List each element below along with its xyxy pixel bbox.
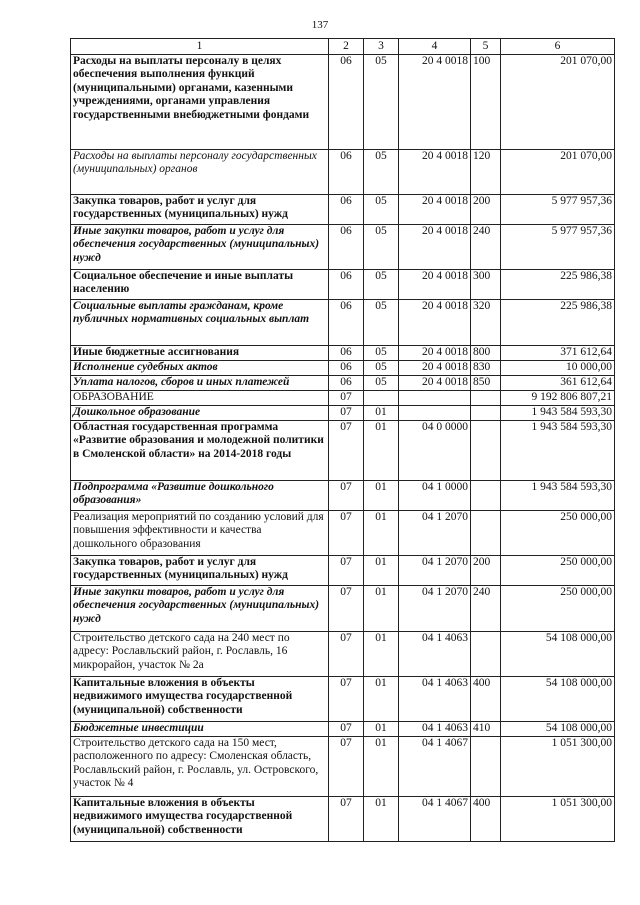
page-number: 137 bbox=[311, 19, 329, 31]
target-article-cell: 20 4 0018 bbox=[399, 270, 471, 300]
subsection-code-cell: 01 bbox=[364, 722, 399, 737]
expense-type-cell bbox=[471, 391, 501, 406]
target-article-cell: 20 4 0018 bbox=[399, 195, 471, 225]
subsection-code-cell: 01 bbox=[364, 677, 399, 722]
amount-cell: 1 051 300,00 bbox=[501, 797, 615, 842]
section-code-cell: 06 bbox=[329, 346, 364, 361]
subsection-code-cell: 01 bbox=[364, 737, 399, 797]
amount-cell: 250 000,00 bbox=[501, 586, 615, 632]
expense-type-cell bbox=[471, 737, 501, 797]
row-name-cell: Областная государственная программа «Развитие образования и молодежной политики в Смоленской области» на 2014-2018 годы bbox=[71, 421, 329, 481]
subsection-code-cell: 05 bbox=[364, 270, 399, 300]
amount-cell: 1 943 584 593,30 bbox=[501, 421, 615, 481]
section-code-cell: 07 bbox=[329, 406, 364, 421]
row-name-cell: Бюджетные инвестиции bbox=[71, 722, 329, 737]
row-name-cell: Расходы на выплаты персоналу государственных (муниципальных) органов bbox=[71, 150, 329, 195]
subsection-code-cell: 01 bbox=[364, 406, 399, 421]
amount-cell: 1 051 300,00 bbox=[501, 737, 615, 797]
expense-type-cell bbox=[471, 511, 501, 556]
expense-type-cell: 200 bbox=[471, 195, 501, 225]
target-article-cell: 20 4 0018 bbox=[399, 150, 471, 195]
expense-type-cell bbox=[471, 421, 501, 481]
table-row bbox=[71, 586, 615, 632]
section-code-cell: 06 bbox=[329, 270, 364, 300]
expense-type-cell: 400 bbox=[471, 677, 501, 722]
row-name-cell: Социальные выплаты гражданам, кроме публичных нормативных социальных выплат bbox=[71, 300, 329, 346]
amount-cell: 250 000,00 bbox=[501, 511, 615, 556]
expense-type-cell: 320 bbox=[471, 300, 501, 346]
expense-type-cell: 240 bbox=[471, 586, 501, 632]
amount-cell: 9 192 806 807,21 bbox=[501, 391, 615, 406]
expense-type-cell bbox=[471, 632, 501, 677]
table-row bbox=[71, 722, 615, 737]
table-row bbox=[71, 481, 615, 511]
amount-cell: 1 943 584 593,30 bbox=[501, 481, 615, 511]
section-code-cell: 06 bbox=[329, 55, 364, 150]
section-code-cell: 07 bbox=[329, 737, 364, 797]
table-row bbox=[71, 737, 615, 797]
amount-cell: 201 070,00 bbox=[501, 150, 615, 195]
subsection-code-cell bbox=[364, 391, 399, 406]
section-code-cell: 06 bbox=[329, 195, 364, 225]
table-row bbox=[71, 421, 615, 481]
table-row bbox=[71, 270, 615, 300]
budget-table bbox=[70, 38, 615, 842]
header-cell: 3 bbox=[364, 39, 399, 55]
target-article-cell: 20 4 0018 bbox=[399, 376, 471, 391]
header-cell: 5 bbox=[471, 39, 501, 55]
amount-cell: 5 977 957,36 bbox=[501, 225, 615, 270]
row-name-cell: Расходы на выплаты персоналу в целях обеспечения выполнения функций (муниципальными) органами, казенными учреждениями, органами управления государственными внебюджетными фондами bbox=[71, 55, 329, 150]
subsection-code-cell: 01 bbox=[364, 511, 399, 556]
section-code-cell: 06 bbox=[329, 361, 364, 376]
target-article-cell: 04 1 2070 bbox=[399, 511, 471, 556]
table-row bbox=[71, 391, 615, 406]
target-article-cell bbox=[399, 406, 471, 421]
expense-type-cell: 400 bbox=[471, 797, 501, 842]
subsection-code-cell: 05 bbox=[364, 300, 399, 346]
section-code-cell: 06 bbox=[329, 300, 364, 346]
row-name-cell: Уплата налогов, сборов и иных платежей bbox=[71, 376, 329, 391]
row-name-cell: Иные закупки товаров, работ и услуг для обеспечения государственных (муниципальных) нужд bbox=[71, 586, 329, 632]
expense-type-cell bbox=[471, 481, 501, 511]
section-code-cell: 07 bbox=[329, 586, 364, 632]
target-article-cell: 04 1 0000 bbox=[399, 481, 471, 511]
row-name-cell: Социальное обеспечение и иные выплаты населению bbox=[71, 270, 329, 300]
subsection-code-cell: 05 bbox=[364, 346, 399, 361]
target-article-cell: 04 1 4063 bbox=[399, 677, 471, 722]
table-row bbox=[71, 406, 615, 421]
subsection-code-cell: 01 bbox=[364, 481, 399, 511]
section-code-cell: 06 bbox=[329, 150, 364, 195]
table-row bbox=[71, 300, 615, 346]
table-row bbox=[71, 376, 615, 391]
amount-cell: 5 977 957,36 bbox=[501, 195, 615, 225]
target-article-cell: 20 4 0018 bbox=[399, 346, 471, 361]
header-cell: 4 bbox=[399, 39, 471, 55]
header-cell: 2 bbox=[329, 39, 364, 55]
table-row bbox=[71, 346, 615, 361]
target-article-cell: 04 1 4067 bbox=[399, 737, 471, 797]
row-name-cell: Иные бюджетные ассигнования bbox=[71, 346, 329, 361]
expense-type-cell: 200 bbox=[471, 556, 501, 586]
row-name-cell: Капитальные вложения в объекты недвижимого имущества государственной (муниципальной) собственности bbox=[71, 677, 329, 722]
row-name-cell: Закупка товаров, работ и услуг для государственных (муниципальных) нужд bbox=[71, 195, 329, 225]
section-code-cell: 07 bbox=[329, 556, 364, 586]
target-article-cell: 04 1 4067 bbox=[399, 797, 471, 842]
expense-type-cell: 240 bbox=[471, 225, 501, 270]
amount-cell: 250 000,00 bbox=[501, 556, 615, 586]
expense-type-cell: 830 bbox=[471, 361, 501, 376]
subsection-code-cell: 01 bbox=[364, 586, 399, 632]
expense-type-cell: 800 bbox=[471, 346, 501, 361]
subsection-code-cell: 05 bbox=[364, 376, 399, 391]
target-article-cell: 04 0 0000 bbox=[399, 421, 471, 481]
section-code-cell: 06 bbox=[329, 225, 364, 270]
section-code-cell: 07 bbox=[329, 511, 364, 556]
row-name-cell: Исполнение судебных актов bbox=[71, 361, 329, 376]
header-cell: 1 bbox=[71, 39, 329, 55]
table-row bbox=[71, 150, 615, 195]
subsection-code-cell: 05 bbox=[364, 55, 399, 150]
table-row bbox=[71, 195, 615, 225]
header-cell: 6 bbox=[501, 39, 615, 55]
subsection-code-cell: 01 bbox=[364, 797, 399, 842]
budget-table-body bbox=[71, 39, 615, 842]
amount-cell: 54 108 000,00 bbox=[501, 632, 615, 677]
row-name-cell: ОБРАЗОВАНИЕ bbox=[71, 391, 329, 406]
table-row bbox=[71, 797, 615, 842]
target-article-cell: 04 1 4063 bbox=[399, 632, 471, 677]
table-row bbox=[71, 55, 615, 150]
amount-cell: 54 108 000,00 bbox=[501, 722, 615, 737]
expense-type-cell bbox=[471, 406, 501, 421]
subsection-code-cell: 01 bbox=[364, 421, 399, 481]
amount-cell: 1 943 584 593,30 bbox=[501, 406, 615, 421]
target-article-cell: 20 4 0018 bbox=[399, 225, 471, 270]
row-name-cell: Реализация мероприятий по созданию условий для повышения эффективности и качества дошкольного образования bbox=[71, 511, 329, 556]
section-code-cell: 07 bbox=[329, 421, 364, 481]
section-code-cell: 07 bbox=[329, 481, 364, 511]
section-code-cell: 07 bbox=[329, 632, 364, 677]
target-article-cell: 20 4 0018 bbox=[399, 300, 471, 346]
row-name-cell: Строительство детского сада на 150 мест, расположенного по адресу: Смоленская область, Рославльский район, г. Рославль, ул. Островского, участок № 4 bbox=[71, 737, 329, 797]
table-row bbox=[71, 677, 615, 722]
expense-type-cell: 410 bbox=[471, 722, 501, 737]
table-row bbox=[71, 225, 615, 270]
expense-type-cell: 850 bbox=[471, 376, 501, 391]
target-article-cell bbox=[399, 391, 471, 406]
amount-cell: 371 612,64 bbox=[501, 346, 615, 361]
section-code-cell: 07 bbox=[329, 391, 364, 406]
target-article-cell: 04 1 4063 bbox=[399, 722, 471, 737]
expense-type-cell: 300 bbox=[471, 270, 501, 300]
expense-type-cell: 120 bbox=[471, 150, 501, 195]
row-name-cell: Подпрограмма «Развитие дошкольного образования» bbox=[71, 481, 329, 511]
target-article-cell: 20 4 0018 bbox=[399, 361, 471, 376]
subsection-code-cell: 05 bbox=[364, 361, 399, 376]
amount-cell: 54 108 000,00 bbox=[501, 677, 615, 722]
subsection-code-cell: 01 bbox=[364, 556, 399, 586]
amount-cell: 225 986,38 bbox=[501, 270, 615, 300]
amount-cell: 225 986,38 bbox=[501, 300, 615, 346]
section-code-cell: 07 bbox=[329, 722, 364, 737]
subsection-code-cell: 05 bbox=[364, 150, 399, 195]
row-name-cell: Закупка товаров, работ и услуг для государственных (муниципальных) нужд bbox=[71, 556, 329, 586]
subsection-code-cell: 05 bbox=[364, 225, 399, 270]
table-row bbox=[71, 556, 615, 586]
section-code-cell: 06 bbox=[329, 376, 364, 391]
amount-cell: 361 612,64 bbox=[501, 376, 615, 391]
table-row bbox=[71, 632, 615, 677]
row-name-cell: Дошкольное образование bbox=[71, 406, 329, 421]
table-row bbox=[71, 511, 615, 556]
section-code-cell: 07 bbox=[329, 677, 364, 722]
row-name-cell: Иные закупки товаров, работ и услуг для обеспечения государственных (муниципальных) нужд bbox=[71, 225, 329, 270]
expense-type-cell: 100 bbox=[471, 55, 501, 150]
row-name-cell: Капитальные вложения в объекты недвижимого имущества государственной (муниципальной) собственности bbox=[71, 797, 329, 842]
target-article-cell: 04 1 2070 bbox=[399, 556, 471, 586]
target-article-cell: 20 4 0018 bbox=[399, 55, 471, 150]
subsection-code-cell: 01 bbox=[364, 632, 399, 677]
row-name-cell: Строительство детского сада на 240 мест по адресу: Рославльский район, г. Рославль, 16 микрорайон, участок № 2а bbox=[71, 632, 329, 677]
target-article-cell: 04 1 2070 bbox=[399, 586, 471, 632]
amount-cell: 10 000,00 bbox=[501, 361, 615, 376]
amount-cell: 201 070,00 bbox=[501, 55, 615, 150]
section-code-cell: 07 bbox=[329, 797, 364, 842]
subsection-code-cell: 05 bbox=[364, 195, 399, 225]
table-row bbox=[71, 361, 615, 376]
table-header-row bbox=[71, 39, 615, 55]
